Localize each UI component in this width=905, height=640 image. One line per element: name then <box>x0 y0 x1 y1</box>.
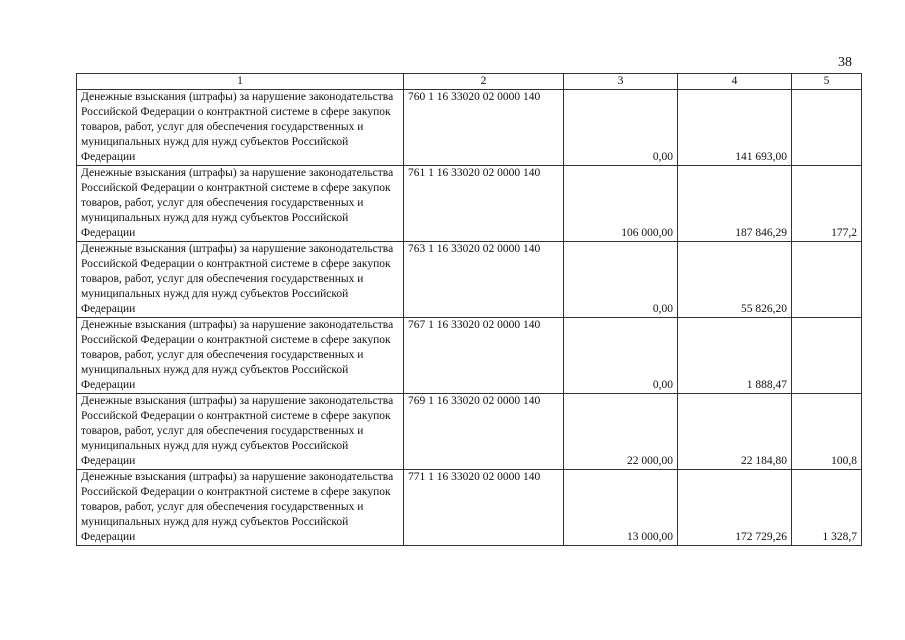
row-col3-cell: 22 000,00 <box>564 394 678 470</box>
column-header-5: 5 <box>792 74 862 90</box>
revenue-table <box>76 73 862 546</box>
table-row <box>77 394 862 470</box>
row-name-cell: Денежные взыскания (штрафы) за нарушение законодательства Российской Федерации о контрактной системе в сфере закупок товаров, работ, услуг для обеспечения государственных и муниципальных нужд для нужд субъектов Российской Федерации <box>77 242 404 318</box>
row-name-cell: Денежные взыскания (штрафы) за нарушение законодательства Российской Федерации о контрактной системе в сфере закупок товаров, работ, услуг для обеспечения государственных и муниципальных нужд для нужд субъектов Российской Федерации <box>77 318 404 394</box>
row-col5-cell <box>792 90 862 166</box>
row-col5-cell <box>792 318 862 394</box>
row-col4-cell: 187 846,29 <box>678 166 792 242</box>
row-code-cell: 769 1 16 33020 02 0000 140 <box>404 394 564 470</box>
row-col5-cell: 1 328,7 <box>792 470 862 546</box>
row-col4-cell: 22 184,80 <box>678 394 792 470</box>
column-header-4: 4 <box>678 74 792 90</box>
row-name-cell: Денежные взыскания (штрафы) за нарушение законодательства Российской Федерации о контрактной системе в сфере закупок товаров, работ, услуг для обеспечения государственных и муниципальных нужд для нужд субъектов Российской Федерации <box>77 470 404 546</box>
row-name-cell: Денежные взыскания (штрафы) за нарушение законодательства Российской Федерации о контрактной системе в сфере закупок товаров, работ, услуг для обеспечения государственных и муниципальных нужд для нужд субъектов Российской Федерации <box>77 90 404 166</box>
row-col3-cell: 0,00 <box>564 318 678 394</box>
table-row <box>77 90 862 166</box>
table-row <box>77 470 862 546</box>
table-row <box>77 242 862 318</box>
row-code-cell: 761 1 16 33020 02 0000 140 <box>404 166 564 242</box>
row-code-cell: 763 1 16 33020 02 0000 140 <box>404 242 564 318</box>
table-row <box>77 318 862 394</box>
table-row <box>77 166 862 242</box>
row-col4-cell: 172 729,26 <box>678 470 792 546</box>
row-col4-cell: 141 693,00 <box>678 90 792 166</box>
row-col3-cell: 106 000,00 <box>564 166 678 242</box>
column-header-3: 3 <box>564 74 678 90</box>
row-name-cell: Денежные взыскания (штрафы) за нарушение законодательства Российской Федерации о контрактной системе в сфере закупок товаров, работ, услуг для обеспечения государственных и муниципальных нужд для нужд субъектов Российской Федерации <box>77 394 404 470</box>
row-code-cell: 760 1 16 33020 02 0000 140 <box>404 90 564 166</box>
row-col5-cell <box>792 242 862 318</box>
column-header-2: 2 <box>404 74 564 90</box>
column-header-1: 1 <box>77 74 404 90</box>
page-number: 38 <box>838 55 852 70</box>
row-col3-cell: 13 000,00 <box>564 470 678 546</box>
table-header-row <box>77 74 862 90</box>
row-col4-cell: 55 826,20 <box>678 242 792 318</box>
row-code-cell: 767 1 16 33020 02 0000 140 <box>404 318 564 394</box>
row-col4-cell: 1 888,47 <box>678 318 792 394</box>
row-name-cell: Денежные взыскания (штрафы) за нарушение законодательства Российской Федерации о контрактной системе в сфере закупок товаров, работ, услуг для обеспечения государственных и муниципальных нужд для нужд субъектов Российской Федерации <box>77 166 404 242</box>
row-col3-cell: 0,00 <box>564 242 678 318</box>
row-code-cell: 771 1 16 33020 02 0000 140 <box>404 470 564 546</box>
row-col5-cell: 177,2 <box>792 166 862 242</box>
row-col3-cell: 0,00 <box>564 90 678 166</box>
row-col5-cell: 100,8 <box>792 394 862 470</box>
